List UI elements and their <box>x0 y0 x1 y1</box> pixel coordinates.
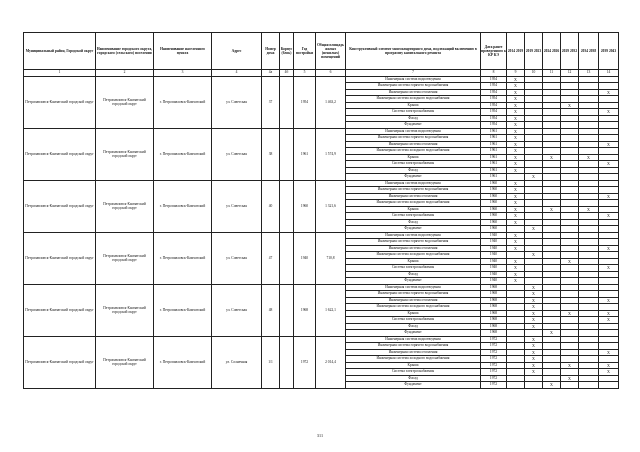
period-mark-cell: X <box>561 362 579 369</box>
district-cell: Петропавловск-Камчатский городской округ <box>24 336 96 388</box>
previous-repair-date-cell: 1968 <box>481 304 507 311</box>
capital-repair-program-page <box>23 32 617 389</box>
column-number: 5 <box>294 70 316 77</box>
period-mark-cell: X <box>561 375 579 382</box>
previous-repair-date-cell: 1960 <box>481 206 507 213</box>
period-mark-cell: X <box>507 83 525 90</box>
previous-repair-date-cell: 1954 <box>481 89 507 96</box>
period-mark-cell: X <box>599 265 619 272</box>
locality-cell: г. Петропавловск-Камчатский <box>154 336 212 388</box>
previous-repair-date-cell: 1972 <box>481 362 507 369</box>
previous-repair-date-cell: 1954 <box>481 76 507 83</box>
address-cell: ул. Советская <box>212 180 262 232</box>
column-header: 2024 2026 <box>543 33 561 70</box>
column-number: 10 <box>525 70 543 77</box>
previous-repair-date-cell: 1954 <box>481 122 507 129</box>
period-mark-cell: X <box>507 278 525 285</box>
page-number: 311 <box>316 433 324 438</box>
area-cell: 1 321,6 <box>316 180 346 232</box>
structural-element-cell: Инженерная система горячего водоснабжения <box>346 343 481 350</box>
period-mark-cell: X <box>507 239 525 246</box>
period-mark-cell: X <box>507 265 525 272</box>
settlement-cell: Петропавловск-Камчатский городской округ <box>96 284 154 336</box>
column-header: Дата ранее проведенного к КР КЭ <box>481 33 507 70</box>
period-mark-cell: X <box>599 310 619 317</box>
area-cell: 710,8 <box>316 232 346 284</box>
previous-repair-date-cell: 1961 <box>481 141 507 148</box>
previous-repair-date-cell: 1961 <box>481 135 507 142</box>
period-mark-cell: X <box>507 161 525 168</box>
period-mark-cell: X <box>507 154 525 161</box>
table-header <box>24 33 619 77</box>
column-header: Корпус (блок) <box>280 33 294 70</box>
previous-repair-date-cell: 1940 <box>481 245 507 252</box>
previous-repair-date-cell: 1972 <box>481 349 507 356</box>
settlement-cell: Петропавловск-Камчатский городской округ <box>96 76 154 128</box>
structural-element-cell: Крыша <box>346 362 481 369</box>
area-cell: 1 574,9 <box>316 128 346 180</box>
period-mark-cell: X <box>507 96 525 103</box>
structural-element-cell: Инженерная система отопления <box>346 349 481 356</box>
period-mark-cell: X <box>507 89 525 96</box>
structural-element-cell: Инженерная система отопления <box>346 245 481 252</box>
table-body <box>24 76 619 388</box>
period-mark-cell: X <box>507 115 525 122</box>
settlement-cell: Петропавловск-Камчатский городской округ <box>96 128 154 180</box>
block-cell <box>280 232 294 284</box>
structural-element-cell: Система электроснабжения <box>346 109 481 116</box>
structural-element-cell: Инженерная система холодного водоснабжения <box>346 252 481 259</box>
column-header: Муниципальный район, Городской округ <box>24 33 96 70</box>
area-cell: 2 014,4 <box>316 336 346 388</box>
period-mark-cell: X <box>525 356 543 363</box>
column-header: Конструктивный элемент многоквартирного дома, подлежащий включению в программу капитального ремонта <box>346 33 481 70</box>
previous-repair-date-cell: 1961 <box>481 154 507 161</box>
structural-element-cell: Инженерная система горячего водоснабжения <box>346 291 481 298</box>
previous-repair-date-cell: 1954 <box>481 115 507 122</box>
structural-element-cell: Инженерная система горячего водоснабжения <box>346 83 481 90</box>
column-number: 3 <box>154 70 212 77</box>
period-mark-cell: X <box>543 330 561 337</box>
previous-repair-date-cell: 1972 <box>481 343 507 350</box>
column-header: Год постройки <box>294 33 316 70</box>
house-number-cell: 37 <box>262 76 280 128</box>
structural-element-cell: Фундамент <box>346 226 481 233</box>
structural-element-cell: Система электроснабжения <box>346 213 481 220</box>
period-mark-cell: X <box>525 304 543 311</box>
period-mark-cell <box>525 382 543 389</box>
period-mark-cell: X <box>525 174 543 181</box>
structural-element-cell: Инженерная система отопления <box>346 297 481 304</box>
period-mark-cell: X <box>543 154 561 161</box>
period-mark-cell: X <box>507 141 525 148</box>
column-header: Номер дома <box>262 33 280 70</box>
structural-element-cell: Фундамент <box>346 278 481 285</box>
previous-repair-date-cell: 1960 <box>481 187 507 194</box>
period-mark-cell: X <box>507 206 525 213</box>
build-year-cell: 1954 <box>294 76 316 128</box>
settlement-cell: Петропавловск-Камчатский городской округ <box>96 180 154 232</box>
previous-repair-date-cell: 1968 <box>481 291 507 298</box>
block-cell <box>280 336 294 388</box>
period-mark-cell: X <box>507 148 525 155</box>
structural-element-cell: Фундамент <box>346 382 481 389</box>
address-cell: ул. Советская <box>212 284 262 336</box>
previous-repair-date-cell: 1960 <box>481 180 507 187</box>
period-mark-cell: X <box>599 213 619 220</box>
build-year-cell: 1960 <box>294 180 316 232</box>
period-mark-cell: X <box>525 297 543 304</box>
column-number: 7 <box>346 70 481 77</box>
area-cell: 1 463,2 <box>316 76 346 128</box>
previous-repair-date-cell: 1961 <box>481 161 507 168</box>
period-mark-cell: X <box>579 154 599 161</box>
period-mark-cell: X <box>507 76 525 83</box>
previous-repair-date-cell: 1960 <box>481 193 507 200</box>
structural-element-cell: Инженерная система отопления <box>346 193 481 200</box>
structural-element-cell: Фасад <box>346 271 481 278</box>
period-mark-cell <box>507 382 525 389</box>
column-number: 12 <box>561 70 579 77</box>
previous-repair-date-cell: 1940 <box>481 258 507 265</box>
structural-element-cell: Инженерная система горячего водоснабжения <box>346 239 481 246</box>
previous-repair-date-cell: 1954 <box>481 109 507 116</box>
period-mark-cell: X <box>599 193 619 200</box>
build-year-cell: 1968 <box>294 284 316 336</box>
district-cell: Петропавловск-Камчатский городской округ <box>24 128 96 180</box>
period-mark-cell: X <box>599 141 619 148</box>
structural-element-cell: Система электроснабжения <box>346 317 481 324</box>
previous-repair-date-cell: 1972 <box>481 375 507 382</box>
period-mark-cell <box>599 382 619 389</box>
period-mark-cell: X <box>507 135 525 142</box>
period-mark-cell: X <box>543 206 561 213</box>
period-mark-cell: X <box>525 323 543 330</box>
column-number: 9 <box>507 70 525 77</box>
structural-element-cell: Система электроснабжения <box>346 265 481 272</box>
structural-element-cell: Фундамент <box>346 330 481 337</box>
period-mark-cell: X <box>525 369 543 376</box>
previous-repair-date-cell: 1972 <box>481 356 507 363</box>
column-number: 11 <box>543 70 561 77</box>
previous-repair-date-cell: 1940 <box>481 271 507 278</box>
structural-element-cell: Фасад <box>346 323 481 330</box>
previous-repair-date-cell: 1940 <box>481 265 507 272</box>
column-header: 2014 2019 <box>507 33 525 70</box>
structural-element-cell: Крыша <box>346 258 481 265</box>
period-mark-cell: X <box>525 284 543 291</box>
district-cell: Петропавловск-Камчатский городской округ <box>24 232 96 284</box>
structural-element-cell: Крыша <box>346 102 481 109</box>
structural-element-cell: Инженерная система горячего водоснабжения <box>346 187 481 194</box>
period-mark-cell: X <box>507 258 525 265</box>
column-number: 13 <box>579 70 599 77</box>
previous-repair-date-cell: 1940 <box>481 278 507 285</box>
previous-repair-date-cell: 1960 <box>481 226 507 233</box>
period-mark-cell: X <box>599 161 619 168</box>
locality-cell: г. Петропавловск-Камчатский <box>154 76 212 128</box>
structural-element-cell: Крыша <box>346 206 481 213</box>
repair-schedule-table <box>23 32 619 389</box>
period-mark-cell: X <box>599 362 619 369</box>
period-mark-cell: X <box>507 187 525 194</box>
structural-element-cell: Инженерная система водоотведения <box>346 336 481 343</box>
address-cell: ул. Советская <box>212 76 262 128</box>
district-cell: Петропавловск-Камчатский городской округ <box>24 76 96 128</box>
column-number: 1 <box>24 70 96 77</box>
house-number-cell: 47 <box>262 232 280 284</box>
previous-repair-date-cell: 1968 <box>481 330 507 337</box>
previous-repair-date-cell: 1968 <box>481 297 507 304</box>
area-cell: 1 622,1 <box>316 284 346 336</box>
structural-element-cell: Крыша <box>346 310 481 317</box>
previous-repair-date-cell: 1972 <box>481 336 507 343</box>
settlement-cell: Петропавловск-Камчатский городской округ <box>96 232 154 284</box>
column-number: 2 <box>96 70 154 77</box>
structural-element-cell: Инженерная система водоотведения <box>346 180 481 187</box>
previous-repair-date-cell: 1961 <box>481 174 507 181</box>
column-header: 2039 2043 <box>599 33 619 70</box>
build-year-cell: 1940 <box>294 232 316 284</box>
previous-repair-date-cell: 1968 <box>481 323 507 330</box>
period-mark-cell: X <box>525 349 543 356</box>
structural-element-cell: Инженерная система отопления <box>346 141 481 148</box>
period-mark-cell: X <box>579 206 599 213</box>
block-cell <box>280 284 294 336</box>
address-cell: ул. Солнечная <box>212 336 262 388</box>
structural-element-cell: Фасад <box>346 375 481 382</box>
period-mark-cell: X <box>525 252 543 259</box>
period-mark-cell: X <box>599 89 619 96</box>
period-mark-cell: X <box>525 336 543 343</box>
structural-element-cell: Инженерная система водоотведения <box>346 284 481 291</box>
structural-element-cell: Инженерная система водоотведения <box>346 76 481 83</box>
column-number: 4а <box>262 70 280 77</box>
previous-repair-date-cell: 1960 <box>481 219 507 226</box>
period-mark-cell: X <box>599 317 619 324</box>
structural-element-cell: Инженерная система горячего водоснабжения <box>346 135 481 142</box>
house-number-cell: 1/1 <box>262 336 280 388</box>
period-mark-cell: X <box>507 232 525 239</box>
period-mark-cell: X <box>599 245 619 252</box>
period-mark-cell <box>561 382 579 389</box>
period-mark-cell: X <box>507 200 525 207</box>
period-mark-cell: X <box>543 382 561 389</box>
settlement-cell: Петропавловск-Камчатский городской округ <box>96 336 154 388</box>
structural-element-cell: Фундамент <box>346 122 481 129</box>
previous-repair-date-cell: 1954 <box>481 102 507 109</box>
period-mark-cell: X <box>507 180 525 187</box>
period-mark-cell: X <box>599 369 619 376</box>
previous-repair-date-cell: 1954 <box>481 83 507 90</box>
structural-element-cell: Инженерная система холодного водоснабжения <box>346 200 481 207</box>
period-mark-cell: X <box>525 362 543 369</box>
column-number: 14 <box>599 70 619 77</box>
previous-repair-date-cell: 1968 <box>481 317 507 324</box>
column-header: Наименование городского округа, городского (сельского) поселения <box>96 33 154 70</box>
structural-element-cell: Фасад <box>346 219 481 226</box>
previous-repair-date-cell: 1961 <box>481 148 507 155</box>
period-mark-cell: X <box>507 271 525 278</box>
block-cell <box>280 180 294 232</box>
structural-element-cell: Инженерная система водоотведения <box>346 128 481 135</box>
structural-element-cell: Инженерная система холодного водоснабжения <box>346 356 481 363</box>
district-cell: Петропавловск-Камчатский городской округ <box>24 180 96 232</box>
locality-cell: г. Петропавловск-Камчатский <box>154 232 212 284</box>
period-mark-cell: X <box>507 193 525 200</box>
period-mark-cell: X <box>507 245 525 252</box>
address-cell: ул. Советская <box>212 232 262 284</box>
structural-element-cell: Система электроснабжения <box>346 369 481 376</box>
period-mark-cell: X <box>599 349 619 356</box>
address-cell: ул. Советская <box>212 128 262 180</box>
period-mark-cell: X <box>561 258 579 265</box>
previous-repair-date-cell: 1972 <box>481 369 507 376</box>
locality-cell: г. Петропавловск-Камчатский <box>154 128 212 180</box>
block-cell <box>280 76 294 128</box>
column-header: Наименование населенного пункта <box>154 33 212 70</box>
period-mark-cell: X <box>525 343 543 350</box>
structural-element-cell: Фасад <box>346 115 481 122</box>
header-row <box>24 33 619 70</box>
period-mark-cell: X <box>599 109 619 116</box>
district-cell: Петропавловск-Камчатский городской округ <box>24 284 96 336</box>
period-mark-cell <box>579 382 599 389</box>
column-header: 2034 2038 <box>579 33 599 70</box>
block-cell <box>280 128 294 180</box>
structural-element-cell: Инженерная система холодного водоснабжения <box>346 96 481 103</box>
period-mark-cell: X <box>507 102 525 109</box>
structural-element-cell: Инженерная система отопления <box>346 89 481 96</box>
period-mark-cell: X <box>507 128 525 135</box>
previous-repair-date-cell: 1961 <box>481 128 507 135</box>
structural-element-cell: Инженерная система холодного водоснабжения <box>346 304 481 311</box>
column-header: Общая площадь жилых (нежилых) помещений <box>316 33 346 70</box>
previous-repair-date-cell: 1940 <box>481 252 507 259</box>
period-mark-cell: X <box>561 102 579 109</box>
column-number: 6 <box>316 70 346 77</box>
column-number: 4б <box>280 70 294 77</box>
previous-repair-date-cell: 1940 <box>481 239 507 246</box>
house-number-cell: 40 <box>262 180 280 232</box>
column-number: 4 <box>212 70 262 77</box>
column-number: 8 <box>481 70 507 77</box>
structural-element-cell: Инженерная система холодного водоснабжения <box>346 148 481 155</box>
build-year-cell: 1972 <box>294 336 316 388</box>
period-mark-cell: X <box>525 291 543 298</box>
period-mark-cell: X <box>525 226 543 233</box>
period-mark-cell: X <box>507 109 525 116</box>
period-mark-cell: X <box>599 297 619 304</box>
previous-repair-date-cell: 1960 <box>481 200 507 207</box>
previous-repair-date-cell: 1961 <box>481 167 507 174</box>
period-mark-cell: X <box>507 219 525 226</box>
previous-repair-date-cell: 1968 <box>481 284 507 291</box>
previous-repair-date-cell: 1968 <box>481 310 507 317</box>
period-mark-cell: X <box>561 310 579 317</box>
build-year-cell: 1961 <box>294 128 316 180</box>
structural-element-cell: Система электроснабжения <box>346 161 481 168</box>
previous-repair-date-cell: 1940 <box>481 232 507 239</box>
structural-element-cell: Фасад <box>346 167 481 174</box>
previous-repair-date-cell: 1954 <box>481 96 507 103</box>
house-number-cell: 38 <box>262 128 280 180</box>
house-number-cell: 48 <box>262 284 280 336</box>
period-mark-cell: X <box>507 167 525 174</box>
previous-repair-date-cell: 1960 <box>481 213 507 220</box>
column-header: 2029 2032 <box>561 33 579 70</box>
period-mark-cell: X <box>525 310 543 317</box>
period-mark-cell: X <box>507 122 525 129</box>
structural-element-cell: Крыша <box>346 154 481 161</box>
locality-cell: г. Петропавловск-Камчатский <box>154 284 212 336</box>
previous-repair-date-cell: 1972 <box>481 382 507 389</box>
locality-cell: г. Петропавловск-Камчатский <box>154 180 212 232</box>
period-mark-cell: X <box>507 213 525 220</box>
column-header: 2019 2023 <box>525 33 543 70</box>
column-header: Адрес <box>212 33 262 70</box>
structural-element-cell: Фундамент <box>346 174 481 181</box>
structural-element-cell: Инженерная система водоотведения <box>346 232 481 239</box>
period-mark-cell: X <box>525 317 543 324</box>
